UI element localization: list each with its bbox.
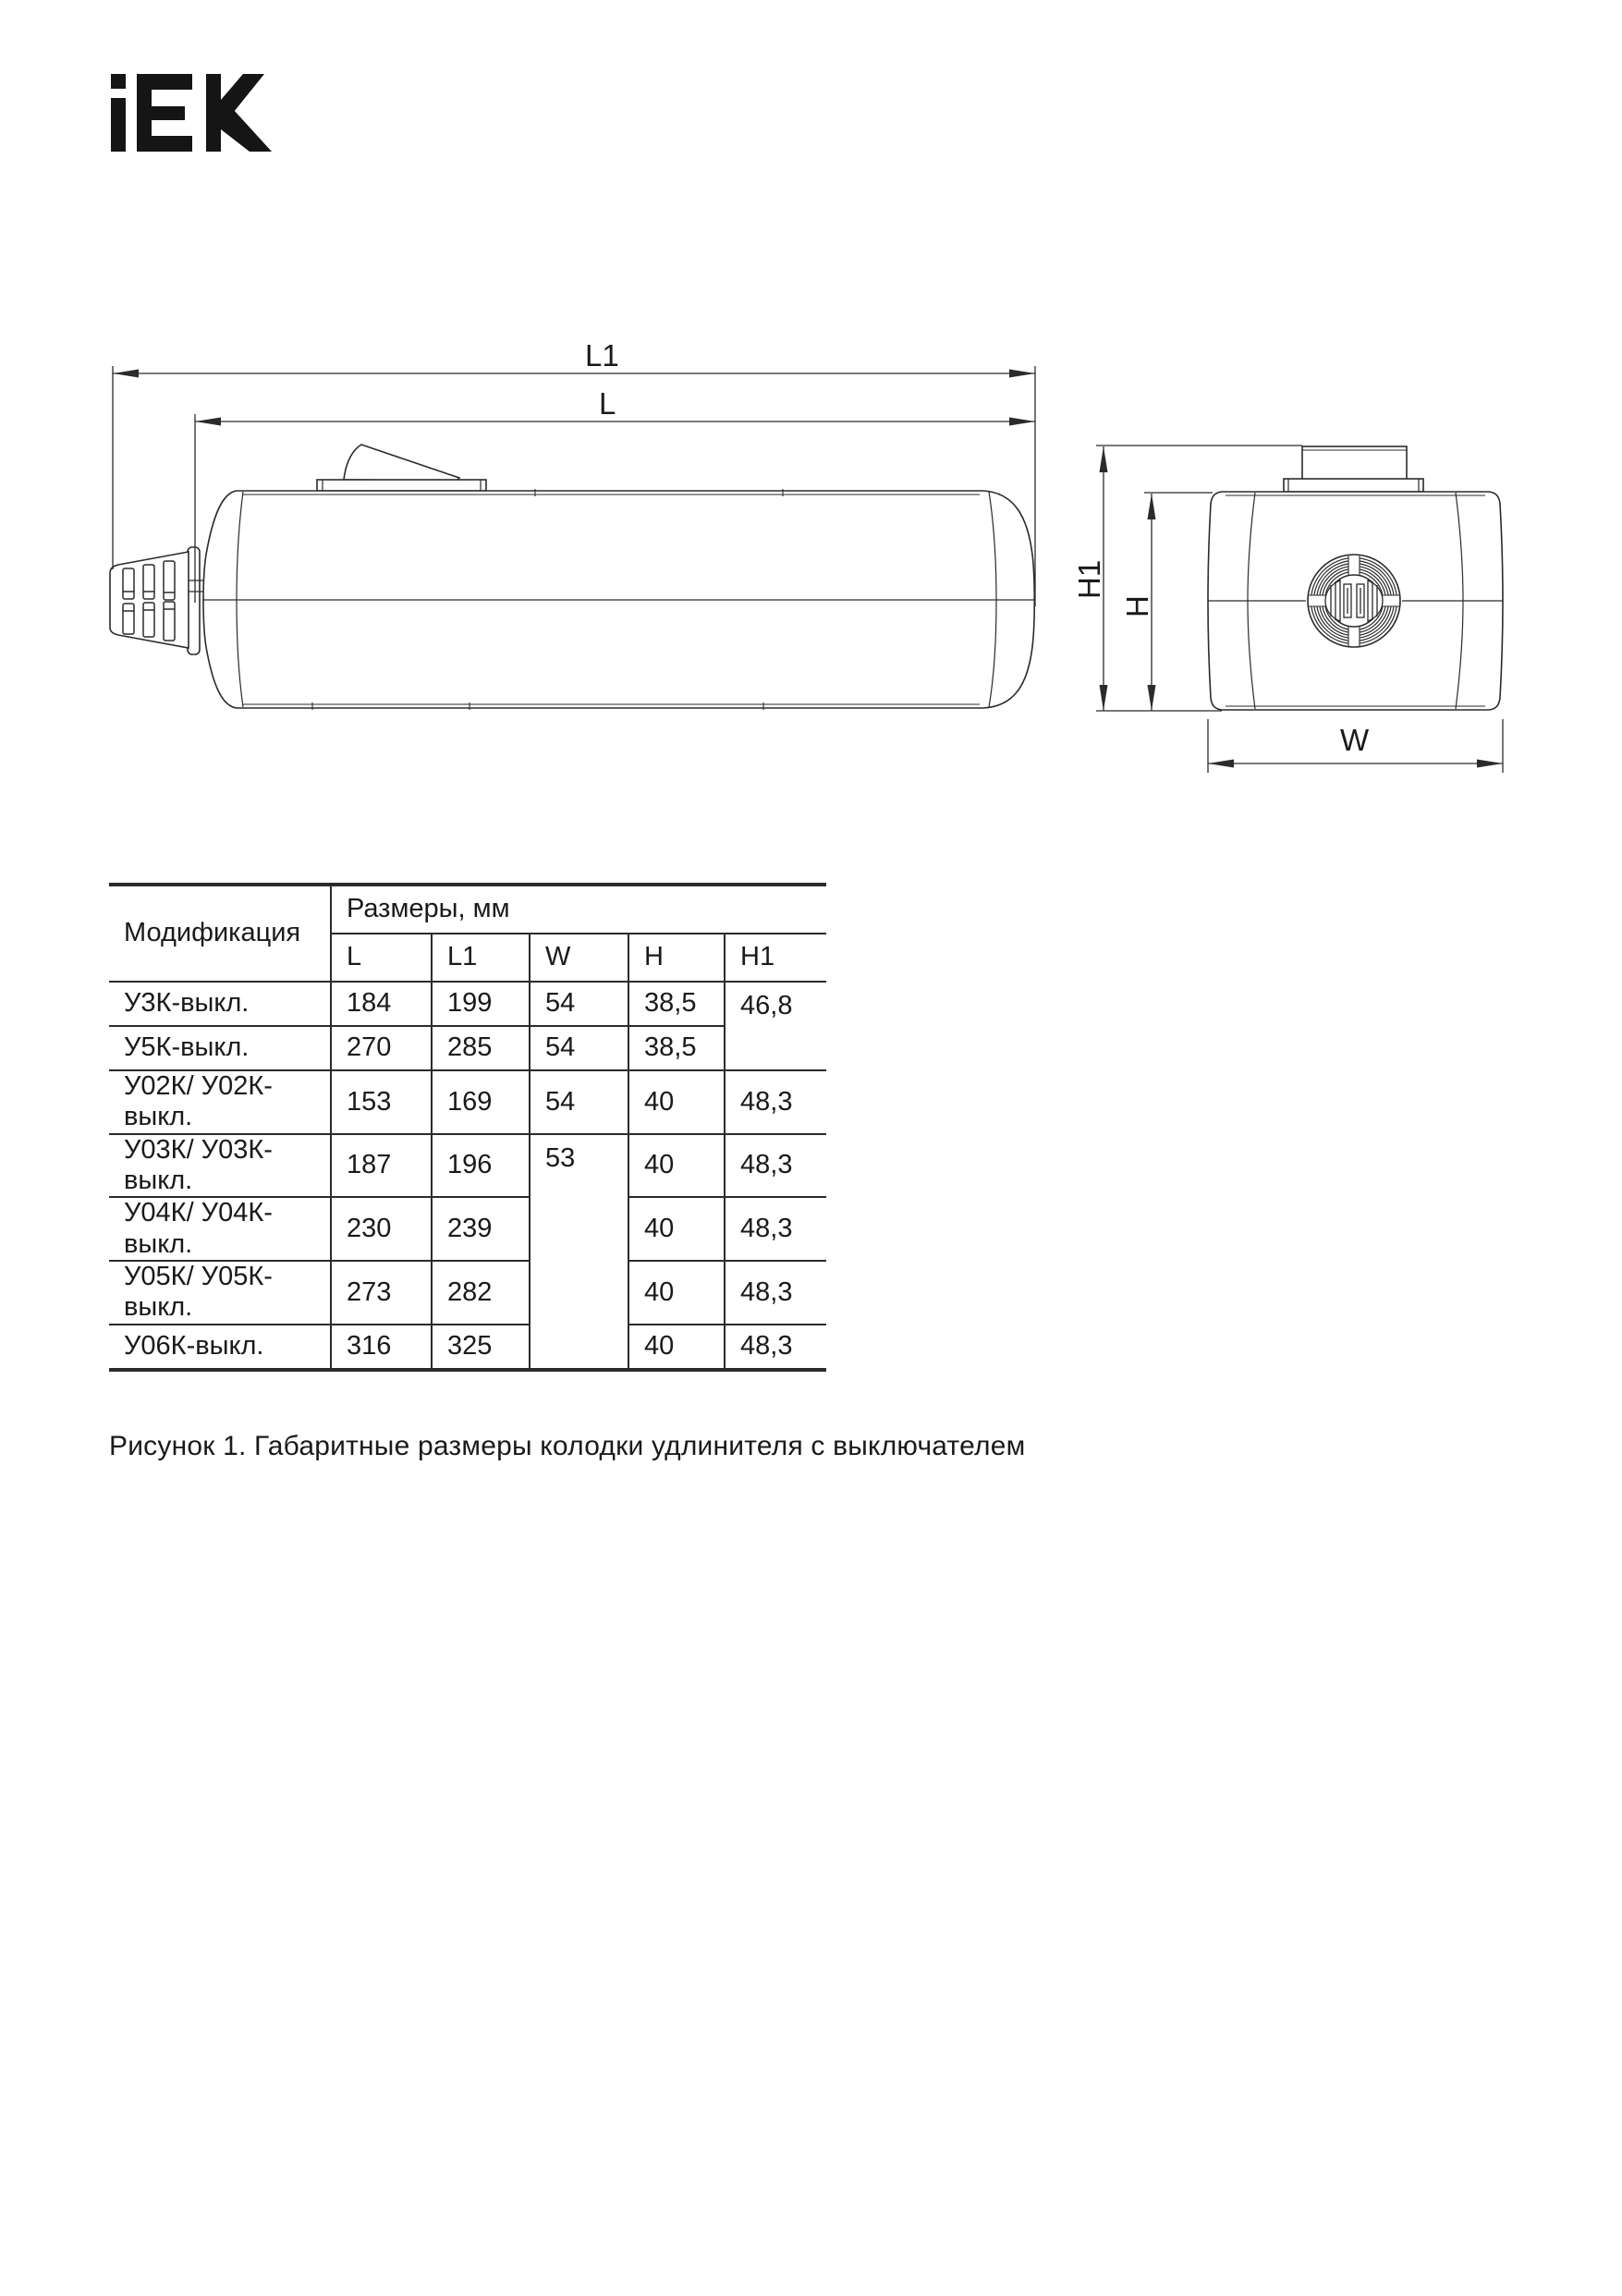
- cell-l: 230: [331, 1197, 432, 1261]
- col-header-l1: L1: [432, 934, 530, 982]
- rocker-switch-side: [317, 445, 486, 491]
- cell-name: У3К-выкл.: [109, 982, 331, 1026]
- cell-w: 54: [530, 1070, 628, 1134]
- cell-h1: 48,3: [725, 1134, 826, 1198]
- cell-w: 54: [530, 1026, 628, 1070]
- cell-h: 40: [628, 1134, 725, 1198]
- cell-name: У03К/ У03К-выкл.: [109, 1134, 331, 1198]
- cell-l1: 285: [432, 1026, 530, 1070]
- cell-h1: 48,3: [725, 1070, 826, 1134]
- label-l1: L1: [585, 342, 619, 372]
- table-row: [109, 1325, 826, 1370]
- cell-name: У5К-выкл.: [109, 1026, 331, 1070]
- cell-h1: 48,3: [725, 1325, 826, 1370]
- cell-h: 40: [628, 1070, 725, 1134]
- cell-name: У05К/ У05К-выкл.: [109, 1261, 331, 1325]
- cell-l1: 196: [432, 1134, 530, 1198]
- cell-l: 273: [331, 1261, 432, 1325]
- dimensions-table: [109, 883, 826, 1372]
- cell-h: 40: [628, 1197, 725, 1261]
- cell-l: 187: [331, 1134, 432, 1198]
- rocker-switch-end: [1284, 446, 1423, 492]
- iek-logo: [109, 72, 272, 153]
- cell-l1: 169: [432, 1070, 530, 1134]
- dimension-h: [1144, 493, 1213, 711]
- cell-h: 38,5: [628, 982, 725, 1026]
- table-row: [109, 1026, 826, 1070]
- label-h: H: [1120, 595, 1154, 617]
- cell-h: 40: [628, 1261, 725, 1325]
- side-view: [110, 445, 1035, 710]
- table-row: [109, 1134, 826, 1198]
- cell-l: 316: [331, 1325, 432, 1370]
- cell-l1: 325: [432, 1325, 530, 1370]
- cell-name: У02К/ У02К-выкл.: [109, 1070, 331, 1134]
- end-view: [1208, 446, 1503, 710]
- cell-l: 153: [331, 1070, 432, 1134]
- cell-name: У06К-выкл.: [109, 1325, 331, 1370]
- cell-h1-merged: 46,8: [725, 982, 826, 1070]
- cell-h1: 48,3: [725, 1261, 826, 1325]
- label-w: W: [1340, 723, 1370, 757]
- cell-w-merged: 53: [530, 1134, 628, 1370]
- table-row: [109, 1261, 826, 1325]
- cable-gland: [110, 552, 189, 648]
- cell-l: 184: [331, 982, 432, 1026]
- cell-l1: 199: [432, 982, 530, 1026]
- cell-l1: 239: [432, 1197, 530, 1261]
- cell-l: 270: [331, 1026, 432, 1070]
- col-header-dimensions: Размеры, мм: [331, 885, 826, 934]
- table-row: [109, 982, 826, 1026]
- table-row: [109, 1070, 826, 1134]
- col-header-h: H: [628, 934, 725, 982]
- label-h1: H1: [1072, 559, 1106, 599]
- figure-caption: Рисунок 1. Габаритные размеры колодки удлинителя с выключателем: [109, 1431, 1026, 1461]
- cell-h1: 48,3: [725, 1197, 826, 1261]
- col-header-w: W: [530, 934, 628, 982]
- cell-w: 54: [530, 982, 628, 1026]
- cell-h: 38,5: [628, 1026, 725, 1070]
- iek-logo-letters: [111, 74, 272, 152]
- col-header-l: L: [331, 934, 432, 982]
- cell-name: У04К/ У04К-выкл.: [109, 1197, 331, 1261]
- col-header-modification: Модификация: [109, 885, 331, 982]
- dimension-drawing: [0, 342, 1622, 786]
- col-header-h1: H1: [725, 934, 826, 982]
- cell-h: 40: [628, 1325, 725, 1370]
- cell-l1: 282: [432, 1261, 530, 1325]
- table-row: [109, 1197, 826, 1261]
- label-l: L: [599, 386, 616, 421]
